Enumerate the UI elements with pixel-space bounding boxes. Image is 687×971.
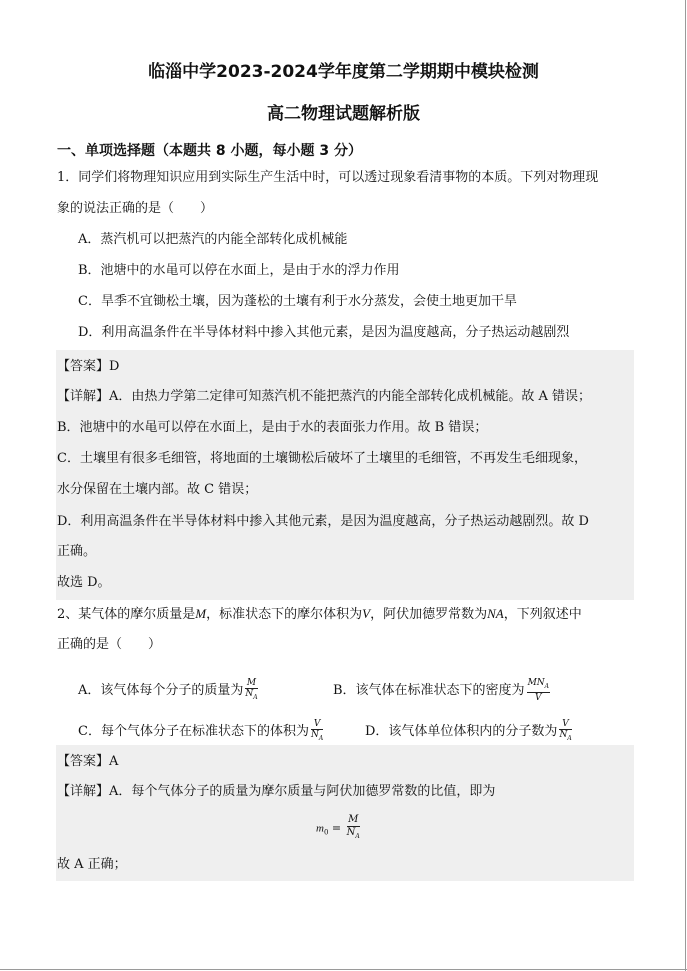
q2-option-c-num: V xyxy=(311,719,323,730)
q2-option-b-num: MN xyxy=(527,678,545,688)
page-border-right xyxy=(685,0,686,971)
q2-option-b-fraction xyxy=(527,678,550,703)
q1-explain-line6: 正确。 xyxy=(57,544,97,559)
q1-explain-line1: 【详解】A．由热力学第二定律可知蒸汽机不能把蒸汽的内能全部转化成机械能。故 A 错误； xyxy=(57,389,592,404)
q1-explain-line3: C．土壤里有很多毛细管，将地面的土壤锄松后破坏了土壤里的毛细管，不再发生毛细现象， xyxy=(57,451,587,466)
q2-option-c-fraction xyxy=(311,719,323,744)
q1-answer: 【答案】D xyxy=(57,359,120,374)
q2-option-a-fraction xyxy=(245,678,257,703)
document-title: 临淄中学2023-2024学年度第二学期期中模块检测 xyxy=(148,62,539,82)
q2-stem-line1 xyxy=(57,606,582,623)
q2-var-na: NA xyxy=(487,606,504,621)
q1-option-b: B．池塘中的水黾可以停在水面上，是由于水的浮力作用 xyxy=(78,263,400,278)
q2-option-b-den: V xyxy=(535,692,542,703)
q2-answer: 【答案】A xyxy=(57,754,119,769)
q2-stem-text-a: 2、某气体的摩尔质量是 xyxy=(57,607,196,622)
q2-option-a-text: A．该气体每个分子的质量为 xyxy=(78,682,244,698)
q2-option-c-den-sub: A xyxy=(318,734,324,742)
q2-explain-line1: 【详解】A．每个气体分子的质量为摩尔质量与阿伏加德罗常数的比值，即为 xyxy=(57,784,496,799)
q2-var-v: V xyxy=(362,606,371,621)
q2-stem-text-c: ，阿伏加德罗常数为 xyxy=(370,607,488,622)
q2-option-d-text: D．该气体单位体积内的分子数为 xyxy=(365,723,558,739)
q2-option-b-text: B．该气体在标准状态下的密度为 xyxy=(333,682,525,698)
q2-formula-fraction xyxy=(347,814,360,843)
q2-formula-lhs: m xyxy=(316,822,324,835)
q2-option-d-den-sub: A xyxy=(567,734,572,742)
q1-explain-line4: 水分保留在土壤内部。故 C 错误； xyxy=(57,482,258,497)
q2-formula-eq: = xyxy=(331,821,342,835)
q2-stem-text-d: ，下列叙述中 xyxy=(503,607,582,622)
q1-stem-line1: 1．同学们将物理知识应用到实际生产生活中时，可以透过现象看清事物的本质。下列对物理现 xyxy=(57,170,599,185)
q1-option-c: C．旱季不宜锄松土壤，因为蓬松的土壤有利于水分蒸发，会使土地更加干旱 xyxy=(78,294,517,309)
q2-formula-lhs-sub: 0 xyxy=(323,828,329,837)
q1-explain-line5: D．利用高温条件在半导体材料中掺入其他元素，是因为温度越高，分子热运动越剧烈。故 D xyxy=(57,514,589,529)
q2-stem-text-b: ，标准状态下的摩尔体积为 xyxy=(206,607,363,622)
q2-option-d-den: N xyxy=(559,730,568,740)
q2-option-c xyxy=(78,719,323,744)
q2-option-b xyxy=(333,678,550,703)
q1-explain-line2: B．池塘中的水黾可以停在水面上，是由于水的表面张力作用。故 B 错误； xyxy=(57,420,488,435)
document-subtitle: 高二物理试题解析版 xyxy=(267,104,420,124)
q2-option-a-den: N xyxy=(245,689,254,699)
page-border-bottom xyxy=(0,969,687,970)
q2-option-d xyxy=(365,719,572,744)
q1-option-d: D．利用高温条件在半导体材料中掺入其他元素，是因为温度越高，分子热运动越剧烈 xyxy=(78,325,570,340)
q2-option-c-text: C．每个气体分子在标准状态下的体积为 xyxy=(78,723,309,739)
q2-var-m: M xyxy=(195,606,207,621)
q2-option-a-den-sub: A xyxy=(253,693,258,701)
q1-option-a: A．蒸汽机可以把蒸汽的内能全部转化成机械能 xyxy=(78,232,348,247)
q2-option-d-num: V xyxy=(559,719,571,730)
q2-formula-den: N xyxy=(346,827,356,838)
section-heading: 一、单项选择题（本题共 8 小题，每小题 3 分） xyxy=(57,143,362,159)
q1-explanation-box xyxy=(56,350,634,600)
q2-formula-den-sub: A xyxy=(355,833,360,840)
q1-stem-line2: 象的说法正确的是（ ） xyxy=(57,201,214,216)
q1-explain-line7: 故选 D。 xyxy=(57,575,111,590)
q2-option-a xyxy=(78,678,258,703)
q2-formula-num: M xyxy=(348,814,359,825)
q2-option-a-num: M xyxy=(246,678,257,688)
q2-option-c-den: N xyxy=(310,730,319,740)
q2-formula xyxy=(316,814,360,843)
q2-stem-line2: 正确的是（ ） xyxy=(57,637,162,652)
q2-explain-line2: 故 A 正确； xyxy=(57,857,127,872)
q2-option-d-fraction xyxy=(559,719,571,744)
q2-option-b-num-sub: A xyxy=(544,682,549,690)
q2-explanation-box xyxy=(56,745,634,881)
